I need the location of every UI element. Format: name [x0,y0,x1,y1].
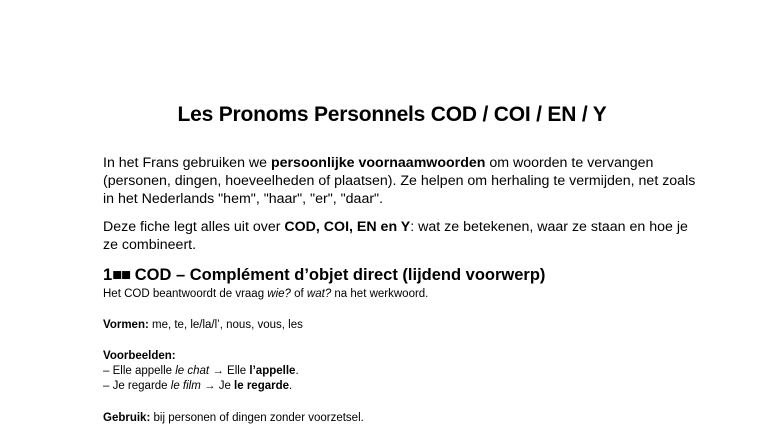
cod-question-mid: of [290,288,307,300]
cod-question-wat: wat? [306,288,332,300]
section-heading-text: COD – Complément d’objet direct (lijdend voorwerp) [134,266,546,284]
cod-example-2 [103,379,292,394]
page-title: Les Pronoms Personnels COD / COI / EN / Y [177,103,607,126]
section-number: 1 [103,266,113,284]
ex1-italic: le chat [175,365,210,377]
cod-forms-line [103,318,303,333]
cod-question-end: na het werkwoord. [331,288,429,300]
intro-p1-bold: persoonlijke voornaamwoorden [270,155,486,171]
ex1-bold: l’appelle [249,365,296,377]
ex1-end: . [295,365,299,377]
ex2-italic: le film [170,380,201,392]
cod-forms-value: me, te, le/la/l’, nous, vous, les [148,319,303,331]
cod-question-line [103,287,428,302]
cod-usage-value: bij personen of dingen zonder voorzetsel. [150,412,364,424]
cod-question-start: Het COD beantwoordt de vraag [103,288,268,300]
intro-paragraph-1 [103,154,703,208]
intro-p2-text-end: : wat ze betekenen, waar ze staan en hoe je ze combineert. [103,219,688,253]
ex2-end: . [289,380,293,392]
ex2-text-b: Je [218,380,235,392]
ex1-text-b: Elle [227,365,250,377]
ex2-text-a: – Je regarde [103,380,171,392]
ex2-arrow-icon: → [200,380,219,392]
intro-p1-text-start: In het Frans gebruiken we [103,155,271,171]
cod-example-1 [103,364,299,379]
intro-p2-text-start: Deze fiche legt alles uit over [103,219,285,235]
cod-forms-label: Vormen: [103,319,149,331]
ex1-arrow-icon: → [209,365,228,377]
intro-paragraph-2 [103,218,703,254]
cod-question-wie: wie? [267,288,291,300]
ex1-text-a: – Elle appelle [103,365,176,377]
section-heading-cod [103,266,545,285]
cod-examples-label: Voorbeelden: [103,350,176,362]
intro-p2-bold: COD, COI, EN en Y [284,219,411,235]
cod-examples-label-line [103,349,176,364]
ex2-bold: le regarde [234,380,290,392]
cod-usage-line [103,411,364,426]
section-squares-icon: ■■ [112,266,131,284]
cod-usage-label: Gebruik: [103,412,151,424]
intro-p1-text-end: om woorden te vervangen (personen, dingen, hoeveelheden of plaatsen). Ze helpen om herhaling te vermijden, net zoals in het Nederlands "hem", "haar", "er", "daar". [103,155,696,207]
